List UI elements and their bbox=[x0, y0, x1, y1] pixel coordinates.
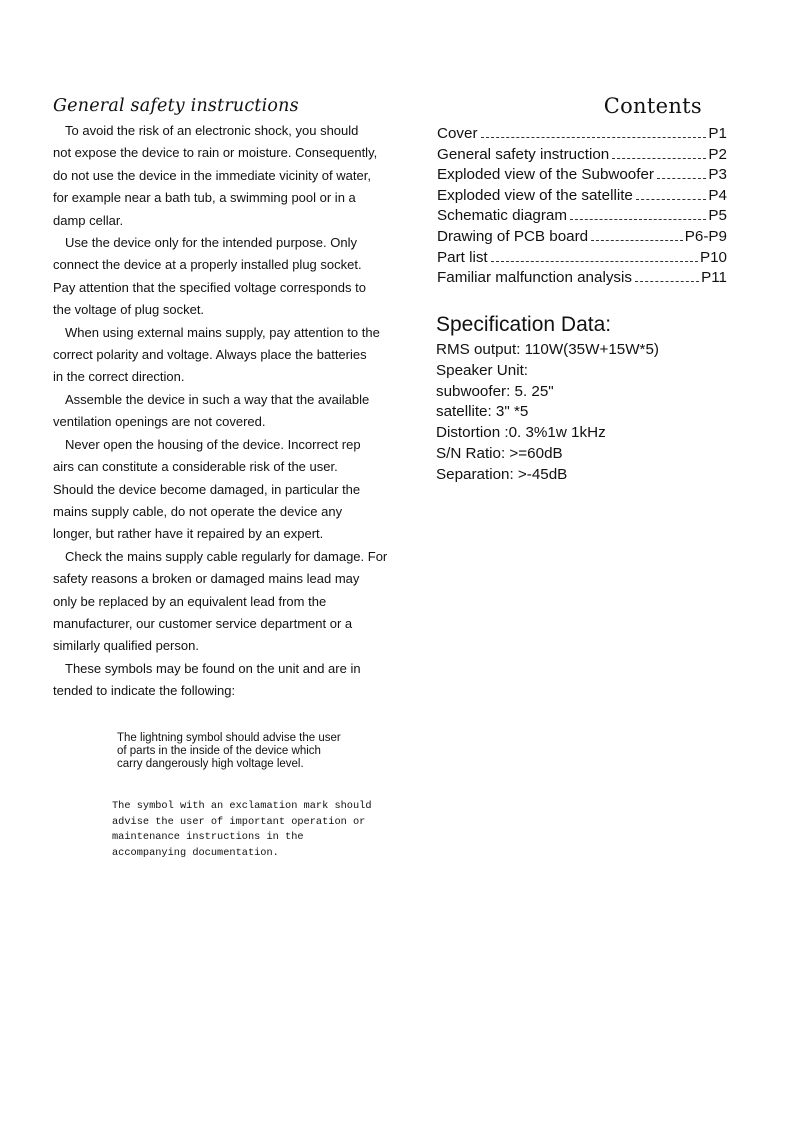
lightning-symbol-note bbox=[117, 732, 341, 771]
note-line: carry dangerously high voltage level. bbox=[117, 758, 304, 770]
note-line: accompanying documentation. bbox=[112, 846, 279, 859]
toc-entry bbox=[437, 268, 727, 289]
toc-entry bbox=[437, 165, 727, 186]
toc-entry-label: Cover bbox=[437, 125, 478, 142]
toc-entry bbox=[437, 145, 727, 166]
contents-title: Contents bbox=[603, 94, 702, 118]
safety-paragraph-line: tended to indicate the following: bbox=[53, 683, 236, 699]
safety-paragraph-line: not expose the device to rain or moisture. Consequently, bbox=[53, 145, 378, 161]
specification-item: Speaker Unit: bbox=[436, 361, 529, 379]
toc-entry bbox=[437, 227, 727, 248]
safety-paragraph-line: To avoid the risk of an electronic shock, you should bbox=[65, 123, 359, 138]
toc-entry-page: P6-P9 bbox=[684, 227, 727, 245]
note-line: of parts in the inside of the device which bbox=[117, 745, 321, 757]
toc-dot-leader bbox=[570, 219, 706, 220]
exclamation-symbol-note bbox=[112, 799, 372, 861]
safety-paragraph-line: connect the device at a properly installed plug socket. bbox=[53, 257, 362, 273]
specification-item: Separation: >-45dB bbox=[436, 465, 568, 483]
toc-entry-label: Exploded view of the satellite bbox=[437, 186, 633, 204]
note-line: The lightning symbol should advise the user bbox=[117, 732, 341, 744]
toc-dot-leader bbox=[636, 199, 707, 200]
safety-title: General safety instructions bbox=[53, 96, 299, 116]
safety-paragraph-line: do not use the device in the immediate vicinity of water, bbox=[53, 167, 371, 183]
note-line: advise the user of important operation or bbox=[112, 815, 366, 828]
specification-list bbox=[436, 340, 756, 486]
table-of-contents bbox=[437, 124, 727, 289]
safety-paragraph-line: ventilation openings are not covered. bbox=[53, 414, 266, 430]
toc-dot-leader bbox=[491, 261, 698, 262]
specification-item: subwoofer: 5. 25" bbox=[436, 382, 554, 400]
safety-paragraph-line: mains supply cable, do not operate the device any bbox=[53, 503, 343, 519]
contents-section bbox=[437, 94, 727, 289]
toc-entry-page: P5 bbox=[708, 207, 727, 225]
safety-paragraph-line: safety reasons a broken or damaged mains lead may bbox=[53, 571, 360, 587]
safety-paragraph-line: These symbols may be found on the unit and are in bbox=[65, 660, 361, 676]
toc-entry bbox=[437, 186, 727, 207]
toc-entry-page: P1 bbox=[708, 125, 727, 142]
note-line: maintenance instructions in the bbox=[112, 831, 304, 844]
toc-dot-leader bbox=[635, 281, 699, 282]
safety-paragraph-line: airs can constitute a considerable risk of the user. bbox=[53, 459, 338, 475]
specification-item: S/N Ratio: >=60dB bbox=[436, 444, 563, 462]
toc-entry-label: Familiar malfunction analysis bbox=[437, 269, 632, 287]
specification-item: satellite: 3" *5 bbox=[436, 403, 529, 421]
safety-section bbox=[53, 96, 421, 703]
toc-entry-label: Exploded view of the Subwoofer bbox=[437, 166, 654, 184]
toc-entry bbox=[437, 206, 727, 227]
toc-entry-label: Drawing of PCB board bbox=[437, 227, 589, 245]
safety-paragraph-line: Never open the housing of the device. Incorrect rep bbox=[65, 436, 361, 452]
note-line: The symbol with an exclamation mark should bbox=[112, 800, 372, 812]
toc-entry-page: P11 bbox=[701, 269, 727, 287]
specification-item: Distortion :0. 3%1w 1kHz bbox=[436, 424, 606, 442]
toc-entry-page: P3 bbox=[708, 166, 727, 184]
safety-body bbox=[53, 120, 421, 703]
toc-dot-leader bbox=[657, 178, 706, 179]
safety-paragraph-line: similarly qualified person. bbox=[53, 638, 199, 654]
safety-paragraph-line: Pay attention that the specified voltage corresponds to bbox=[53, 279, 366, 295]
safety-paragraph-line: in the correct direction. bbox=[53, 369, 185, 385]
toc-entry-label: Schematic diagram bbox=[437, 207, 567, 225]
specification-section bbox=[436, 313, 756, 486]
safety-paragraph-line: When using external mains supply, pay attention to the bbox=[65, 324, 380, 340]
safety-paragraph-line: only be replaced by an equivalent lead from the bbox=[53, 593, 327, 609]
toc-entry-page: P4 bbox=[708, 186, 727, 204]
toc-entry-page: P2 bbox=[708, 145, 727, 163]
safety-paragraph-line: Should the device become damaged, in particular the bbox=[53, 481, 361, 497]
specification-title: Specification Data: bbox=[436, 313, 612, 336]
toc-entry bbox=[437, 124, 727, 145]
toc-entry bbox=[437, 248, 727, 269]
toc-dot-leader bbox=[481, 137, 707, 138]
toc-dot-leader bbox=[591, 240, 683, 241]
safety-paragraph-line: damp cellar. bbox=[53, 212, 124, 228]
toc-dot-leader bbox=[612, 158, 706, 159]
safety-paragraph-line: Use the device only for the intended purpose. Only bbox=[65, 235, 357, 251]
specification-item: RMS output: 110W(35W+15W*5) bbox=[436, 341, 659, 358]
toc-entry-page: P10 bbox=[699, 248, 727, 266]
safety-paragraph-line: the voltage of plug socket. bbox=[53, 302, 205, 318]
safety-paragraph-line: Assemble the device in such a way that the available bbox=[65, 391, 370, 407]
safety-paragraph-line: Check the mains supply cable regularly for damage. For bbox=[65, 548, 388, 564]
safety-paragraph-line: correct polarity and voltage. Always place the batteries bbox=[53, 347, 367, 363]
safety-paragraph-line: longer, but rather have it repaired by an expert. bbox=[53, 526, 324, 542]
safety-paragraph-line: for example near a bath tub, a swimming pool or in a bbox=[53, 190, 356, 206]
toc-entry-label: Part list bbox=[437, 248, 488, 266]
safety-paragraph-line: manufacturer, our customer service department or a bbox=[53, 615, 353, 631]
toc-entry-label: General safety instruction bbox=[437, 145, 610, 163]
